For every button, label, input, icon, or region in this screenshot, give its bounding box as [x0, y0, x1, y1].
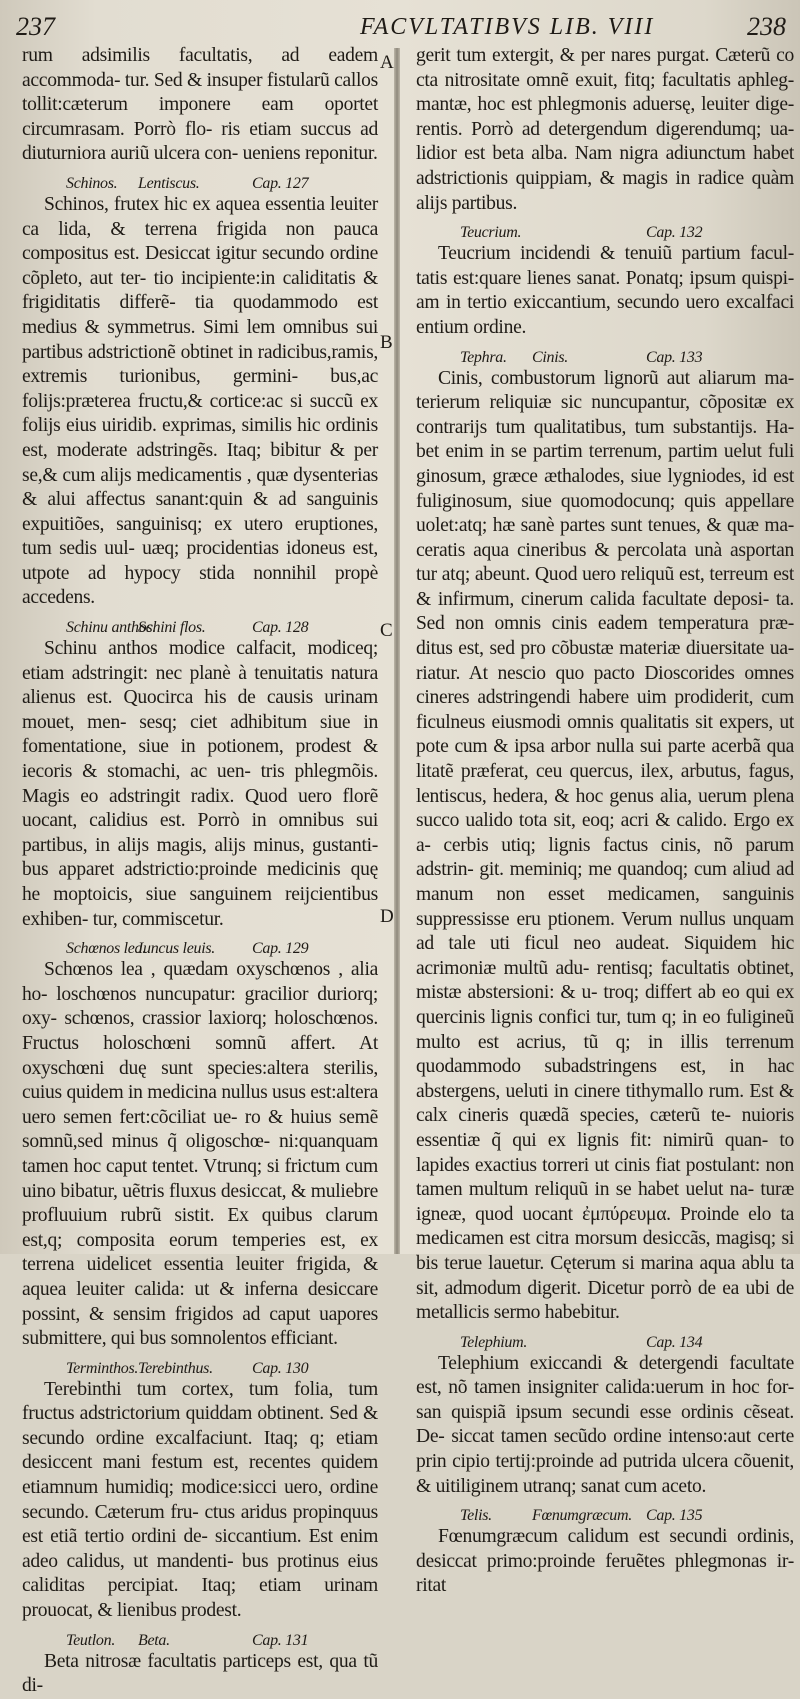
text-line: rum adsimilis facultatis, ad eadem accommoda-	[22, 45, 378, 91]
text-line: ta. Sed non omnis cinis eadem temperatura præ-	[416, 588, 794, 635]
text-line: bus,ac folijs:præterea fructu,& cortice:ac si succũ	[22, 366, 378, 412]
text-line: modice:sicci uero, ordine secundo. Cæterum fru-	[22, 1477, 378, 1523]
text-line: de metallicis sermo habebitur.	[416, 1277, 794, 1324]
text-line: si bis terue lauetur. Cęterum si marina aqua ablu	[416, 1228, 794, 1274]
running-title: FACVLTATIBVS LIB. VIII	[360, 14, 655, 40]
chapter-latin: Fœnumgræcum.	[532, 1507, 632, 1525]
text-line: ris etiam succus ad diuturniora auriũ ulcera con-	[22, 118, 379, 165]
text-line: ginosum, græce æthalodes, siue lygniodes, id est	[416, 465, 794, 487]
chapter-cap: Cap. 132	[646, 224, 703, 242]
text-line: to lapides exactius torreri ut cinis fiat postulant:	[416, 1129, 794, 1176]
text-line: bus somnolentos efficiant.	[139, 1328, 338, 1350]
chapter-cap: Cap. 127	[252, 174, 309, 192]
chapter-heading	[416, 1328, 794, 1352]
paragraph	[416, 242, 794, 340]
text-line: tio incipiente:in caliditatis & frigiditatis differẽ-	[22, 267, 378, 314]
text-line: adstrictionis quippiam, & magis in radice quàm	[416, 167, 794, 189]
text-line: uolet:atq; hæ sanè partes sunt tenues, & quæ ma-	[416, 515, 794, 537]
text-line: Beta nitrosæ facultatis particeps est, qua tũ di-	[22, 1650, 378, 1697]
text-line: ctus aridus propinquus est etiã tertio ordini de-	[22, 1501, 378, 1548]
text-line: uæq; procidentias idoneus est, utpote ad hypocy	[22, 538, 378, 584]
text-line: rentis. Porrò ad detergendum digerendumq; ua-	[416, 118, 794, 140]
text-line: uero florẽ uocant, calidius est. Porrò in omnibus	[22, 785, 379, 832]
left-page-number: 237	[16, 12, 55, 41]
text-line: terierum reliquiæ sic nuncupantur, cõpositæ ex	[416, 392, 794, 414]
text-line: ex folijs eius uiridib. exprimas, similis hic ordinis	[22, 390, 378, 437]
paragraph	[22, 193, 378, 611]
text-line: tris phlegmõis. Magis eo adstringit radix. Quod	[22, 761, 378, 807]
text-line: cerbis utiq; lignis factus cinis, nõ parum adstrin-	[416, 834, 794, 881]
text-line: Cinis, combustorum lignorũ aut aliarum ma-	[438, 367, 794, 389]
text-line: tatis est:quare lienes sanat. Ponatq; ipsum quispi-	[416, 267, 794, 289]
text-line: sui partibus, in alijs magis, alijs minus, gustanti-	[22, 810, 378, 856]
right-page-number: 238	[747, 12, 786, 41]
margin-marker-a: A	[380, 52, 394, 73]
margin-marker-c: C	[380, 620, 393, 641]
text-line: lidior est beta alba. Nam nigra adiunctum habet	[416, 143, 794, 165]
text-line: rum. Est & calx cineris quædã species, cæterũ te-	[416, 1080, 795, 1127]
text-line: litatẽ præferat, ceu quercus, ilex, arbutus, fagus,	[416, 761, 794, 783]
text-line: ficulneus eiusmodi omnis qualitatis sit expers, ut	[416, 711, 794, 733]
text-line: Schinu anthos modice calfacit, modiceq; etiam	[22, 638, 378, 684]
text-line: est, nõ tamen insigniter calida:uerum in hoc for-	[416, 1377, 794, 1399]
text-line: loschœnos nuncupatur: gracilior duriorq; oxy-	[22, 983, 378, 1030]
text-line: cta nitrositate omnẽ exuit, fitq; facultatis aphleg-	[416, 69, 794, 91]
chapter-latin: Cinis.	[532, 348, 568, 366]
paragraph	[416, 367, 794, 1326]
text-line: Desiccat igitur secundo ordine cõpleto, aut ter-	[22, 243, 378, 289]
chapter-greek: Teutlon.	[66, 1631, 116, 1649]
chapter-cap: Cap. 134	[646, 1333, 703, 1351]
text-line: schœnos, crassior laxiorq; holoschœnos. Fructus	[22, 1008, 378, 1054]
text-line: Telephium exiccandi & detergendi facultate	[438, 1352, 794, 1374]
text-line: est, moderate adstringẽs. Itaq; bibitur & per se,&	[22, 439, 378, 486]
text-line: fuliginosum, siue quomodocunq; quis appellare	[416, 490, 794, 512]
text-line: uitiliginem utranq; sanat cum aceto.	[435, 1475, 707, 1497]
text-line: desiccat primo:proinde feruẽtes phlegmonas ir-	[416, 1550, 794, 1572]
text-line: potionem, prodest & iecoris & stomachi, ac uen-	[22, 736, 378, 783]
text-line: ritat	[416, 1575, 447, 1597]
text-line: terrena uidelicet essentia leuiter frigida, & aquea	[22, 1254, 378, 1300]
text-line: cipio tertij:proinde ad putrida ulcera cõuenit, &	[416, 1451, 794, 1497]
chapter-greek: Schœnos lea.	[66, 940, 146, 958]
text-line: am in tertio exiccantium, secundo uero excalfaci	[416, 292, 794, 314]
chapter-latin: Lentiscus.	[138, 174, 200, 192]
text-line: frictum cum uino bibatur, uẽtris fluxus desiccat,	[22, 1155, 378, 1202]
text-line: nuioris essentiæ q̃ qui ex lignis fit: nimirũ quan-	[416, 1105, 794, 1151]
text-line: git. meminiq; me quandoq; cum aliud ad manum	[416, 859, 794, 905]
text-line: ro & huius semẽ somnũ,sed minus q̃ oligoschœ-	[22, 1106, 378, 1153]
chapter-heading	[22, 169, 378, 193]
chapter-greek: Schinu anthos.	[66, 619, 157, 637]
text-line: tur atq; abeunt. Quod uero reliquũ est, terreum	[416, 564, 769, 586]
text-line: non esset medicamen, sanguinis suppressisse eru	[416, 884, 794, 930]
paragraph	[22, 637, 378, 932]
text-line: pote cum & ipsa arbor nulla sui parte acerbã qua	[416, 736, 794, 758]
text-line: in illis terrenum quodammodo subadstringens	[416, 1031, 794, 1078]
text-line: bus protinus eius caliditas percipiat. Itaq; etiam	[22, 1550, 378, 1597]
text-line: non tamen multum reliquũ in se habet uelut na-	[416, 1154, 794, 1201]
text-line: siccat tamen secũdo ordine intenso:aut certe prin	[416, 1426, 794, 1473]
chapter-heading	[22, 1626, 378, 1650]
text-line: succo ualido tota sit, eoq; acri & calido. Ergo ex a-	[416, 810, 794, 856]
right-column	[416, 44, 794, 1599]
text-line: Schinos, frutex hic ex aquea essentia leuiter ca	[22, 193, 378, 240]
chapter-heading	[22, 613, 378, 637]
text-line: est. Quocirca his de causis urinam mouet, men-	[22, 687, 378, 733]
chapter-heading	[416, 218, 794, 242]
chapter-heading	[416, 343, 794, 367]
text-line: entium ordine.	[416, 316, 527, 338]
chapter-latin: Beta.	[138, 1631, 170, 1649]
text-line: ta sit, admodum digerit. Dicetur porrò de ea ubi	[416, 1252, 794, 1299]
paragraph	[22, 1378, 378, 1624]
text-line: mantæ, hoc est phlegmonis aduersę, leuiter dige-	[416, 94, 794, 116]
text-line: urinam prouocat, & lienibus prodest.	[22, 1575, 378, 1622]
text-line: bus apparet adstrictio:proinde medicinis quę he	[22, 859, 378, 905]
margin-marker-d: D	[380, 906, 394, 927]
chapter-greek: Teucrium.	[460, 224, 522, 242]
paragraph	[22, 44, 378, 167]
text-line: clarum est,q; composita eorum temperies est, ex	[22, 1205, 378, 1251]
text-line: & muliebre profluuium rubrũ sistit. Ex quibus	[22, 1180, 379, 1227]
text-line: turæ igneæ, quod uocant ἐμπύρευμα. Proinde elo	[416, 1179, 794, 1225]
column-gutter	[394, 48, 400, 1254]
text-line: nullus usus est:altera uero semen fert:cõciliat ue-	[22, 1082, 378, 1128]
text-line: imponere eam oportet circumrasam. Porrò flo-	[22, 94, 378, 140]
text-line: holoschœni somnũ affert. At oxyschœni duę sunt	[22, 1032, 378, 1079]
text-line: moptoicis, siue sanguinem reijcientibus exhiben-	[22, 884, 378, 930]
paragraph	[22, 1650, 378, 1699]
text-line: siccantium. Est enim adeo calidus, ut mandenti-	[22, 1526, 379, 1572]
text-line: ditus est, sed pro cõbustæ materiæ diuersitate ua-	[416, 638, 794, 660]
chapter-cap: Cap. 129	[252, 940, 309, 958]
text-line: tur, commiscetur.	[92, 908, 224, 930]
text-line: tur, tum q; in eo fuligineũ multo est acrius, tũ q;	[416, 1006, 794, 1053]
text-line: sesq; ciet adhibitum siue in fomentatione, siue in	[22, 711, 378, 758]
text-line: alijs partibus.	[416, 192, 518, 214]
text-line: ueniens reponitur.	[242, 143, 378, 165]
text-line: Terebinthi tum cortex, tum folia, tum fructus	[22, 1378, 378, 1425]
chapter-cap: Cap. 135	[646, 1507, 703, 1525]
text-line: adstrictorium quiddam obtinent. Sed & secundo	[22, 1403, 378, 1449]
text-line: cineres adstringendi habere uim prodiderit, cum	[416, 687, 794, 709]
text-line: sensim frigidos ad caput uapores submittere, qui	[22, 1303, 378, 1350]
running-head	[0, 10, 800, 46]
chapter-latin: Iuncus leuis.	[138, 940, 215, 958]
text-line: riatur. At nescio quo pacto Dioscorides omnes	[416, 662, 794, 684]
paragraph	[22, 958, 378, 1352]
text-line: cum alijs medicamentis , quæ dysenterias & alui	[22, 464, 378, 511]
text-line: est, in hac abstergens, ueluti in cinere tithymallo	[416, 1056, 795, 1102]
chapter-cap: Cap. 128	[252, 619, 309, 637]
paragraph	[416, 1352, 794, 1500]
text-line: lentiscus, hedera, & hoc genus alia, uerum plena	[416, 785, 794, 807]
text-line: ceratis aqua cineribus & percolata unà asportan	[416, 539, 794, 561]
text-line: san quispiã ipsum secundi esse ordinis cẽseat. De-	[416, 1401, 794, 1448]
text-line: lida, & terrena frigida non pauca compositus est.	[22, 218, 378, 265]
text-line: est & infirmum, cinerum calida facultate deposi-	[416, 564, 795, 610]
chapter-latin: Terebinthus.	[138, 1359, 213, 1377]
text-line: ptionem. Verum nullus unquam ad tale uti ficul	[416, 908, 794, 955]
text-line: troq; differt ab eo qui ex quercinis lignis confici	[416, 982, 794, 1028]
paragraph	[416, 44, 794, 216]
text-line: Schœnos lea , quædam oxyschœnos , alia ho-	[22, 959, 378, 1005]
chapter-heading	[416, 1501, 794, 1525]
chapter-cap: Cap. 131	[252, 1631, 309, 1649]
left-column	[22, 44, 378, 1699]
chapter-heading	[22, 934, 378, 958]
chapter-greek: Telis.	[460, 1507, 492, 1525]
text-line: gerit tum extergit, & per nares purgat. Cæterũ co	[416, 45, 794, 66]
text-line: tur. Sed & insuper fistularũ callos tollit:cæterum	[22, 69, 378, 116]
margin-marker-b: B	[380, 332, 393, 353]
text-line: lem omnibus sui partibus adstrictionẽ obtinet in	[22, 316, 378, 363]
chapter-greek: Telephium.	[460, 1333, 528, 1351]
text-line: ta medicamen est citra morsum desiccãs, magisq;	[416, 1203, 794, 1250]
text-line: ni:quanquam tamen hoc caput tentet. Vtrunq; si	[22, 1131, 378, 1177]
text-line: stida nonnihil propè accedens.	[22, 562, 378, 609]
text-line: neo audeat. Siquidem hic acrimoniæ multũ adu-	[416, 933, 794, 979]
text-line: rentisq; facultatis obtinet, mistæ abstersioni: & u-	[416, 957, 794, 1004]
chapter-greek: Schinos.	[66, 174, 118, 192]
text-line: Teucrium incidendi & tenuiũ partium facul-	[438, 243, 794, 265]
text-line: affectus sanant:quin & ad sanguinis expuitiões,	[22, 489, 378, 535]
chapter-greek: Tephra.	[460, 348, 507, 366]
chapter-cap: Cap. 133	[646, 348, 703, 366]
chapter-heading	[22, 1354, 378, 1378]
text-line: contrarijs tum qualitatibus, tum substantijs. Ha-	[416, 416, 794, 438]
text-line: bet enim in se partim terrenum, partim uelut fuli	[416, 441, 794, 463]
text-line: radicibus,ramis, extremis turionibus, germini-	[22, 341, 378, 388]
text-line: ordine excalfaciunt. Itaq; q; etiam desiccent mani	[22, 1427, 378, 1474]
chapter-latin: Schini flos.	[138, 619, 206, 637]
text-line: adstringit: nec planè à tenuitatis natura alienus	[22, 662, 378, 709]
text-line: leuiter calida: ut & inferna desiccare possint, &	[22, 1278, 378, 1325]
text-line: sanguinisq; ex utero eruptiones, tum sedis uul-	[22, 513, 378, 560]
text-line: festum est, recentes quidem etiamnum humidiq;	[22, 1452, 378, 1499]
chapter-greek: Terminthos.	[66, 1359, 139, 1377]
text-line: species:altera sterilis, cuius quidem in medicina	[22, 1057, 378, 1104]
chapter-cap: Cap. 130	[252, 1359, 309, 1377]
paragraph	[416, 1525, 794, 1599]
text-line: Fœnumgræcum calidum est secundi ordinis,	[438, 1526, 794, 1548]
text-line: tia quodammodo est medius & symmetrus. Simi	[22, 292, 378, 338]
